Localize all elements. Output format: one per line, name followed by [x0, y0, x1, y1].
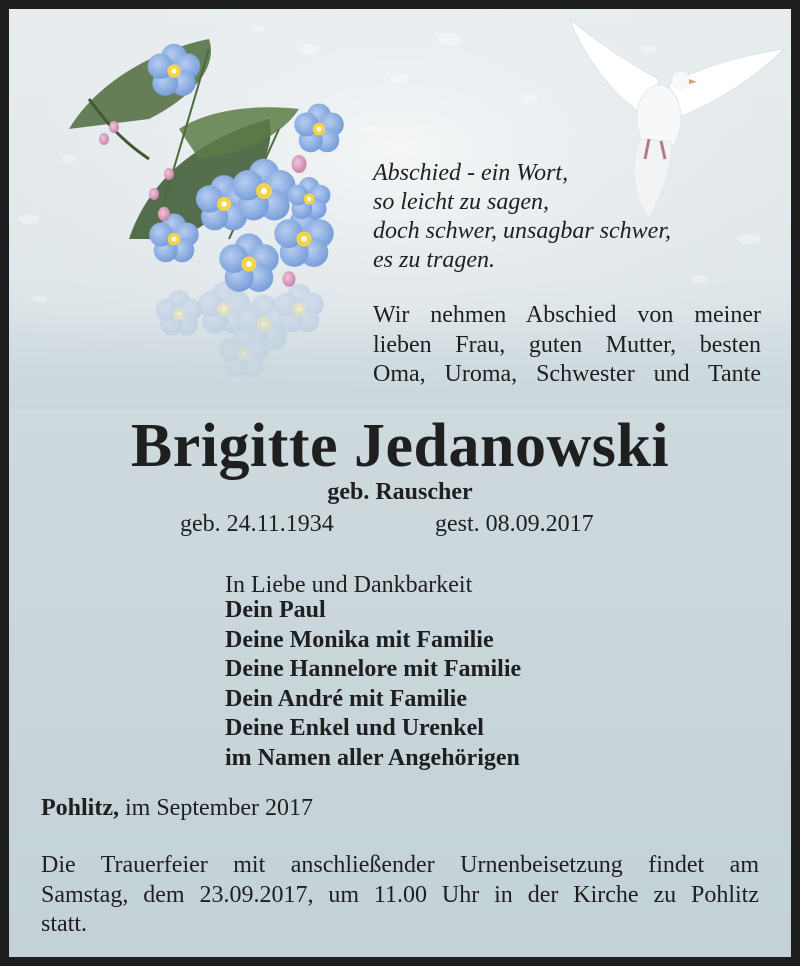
service-line: Die Trauerfeier mit anschließender Urnenbeisetzung findet am: [41, 852, 759, 878]
birth-date: geb. 24.11.1934: [180, 511, 334, 537]
place-month: im September 2017: [125, 795, 313, 821]
service-line: statt.: [41, 911, 87, 937]
intro-line: Oma, Uroma, Schwester und Tante: [373, 361, 761, 387]
service-line: Samstag, dem 23.09.2017, um 11.00 Uhr in der Kirche zu Pohlitz: [41, 881, 759, 908]
verse-line: es zu tragen.: [373, 247, 495, 273]
mourner-item: Deine Hannelore mit Familie: [225, 656, 522, 682]
place-town: Pohlitz,: [41, 795, 119, 821]
verse-line: so leicht zu sagen,: [373, 189, 549, 215]
death-date: gest. 08.09.2017: [435, 511, 594, 537]
farewell-intro: [373, 301, 761, 390]
maiden-name: geb. Rauscher: [327, 479, 473, 505]
love-line: In Liebe und Dankbarkeit: [225, 572, 473, 598]
mourner-item: Dein Paul: [225, 597, 326, 623]
intro-line: Wir nehmen Abschied von meiner: [373, 302, 761, 328]
verse-line: doch schwer, unsagbar schwer,: [373, 218, 671, 244]
verse-line: Abschied - ein Wort,: [373, 160, 569, 186]
mourners-list: [225, 596, 521, 773]
intro-line: lieben Frau, guten Mutter, besten: [373, 331, 761, 358]
verse-poem: [373, 159, 671, 275]
place-date: [41, 793, 313, 823]
funeral-service-info: [41, 851, 759, 940]
deceased-name: Brigitte Jedanowski: [130, 412, 670, 480]
mourner-item: Dein André mit Familie: [225, 685, 467, 712]
mourner-item: Deine Enkel und Urenkel: [225, 715, 484, 741]
mourner-item: im Namen aller Angehörigen: [225, 744, 520, 771]
mourner-item: Deine Monika mit Familie: [225, 626, 494, 653]
